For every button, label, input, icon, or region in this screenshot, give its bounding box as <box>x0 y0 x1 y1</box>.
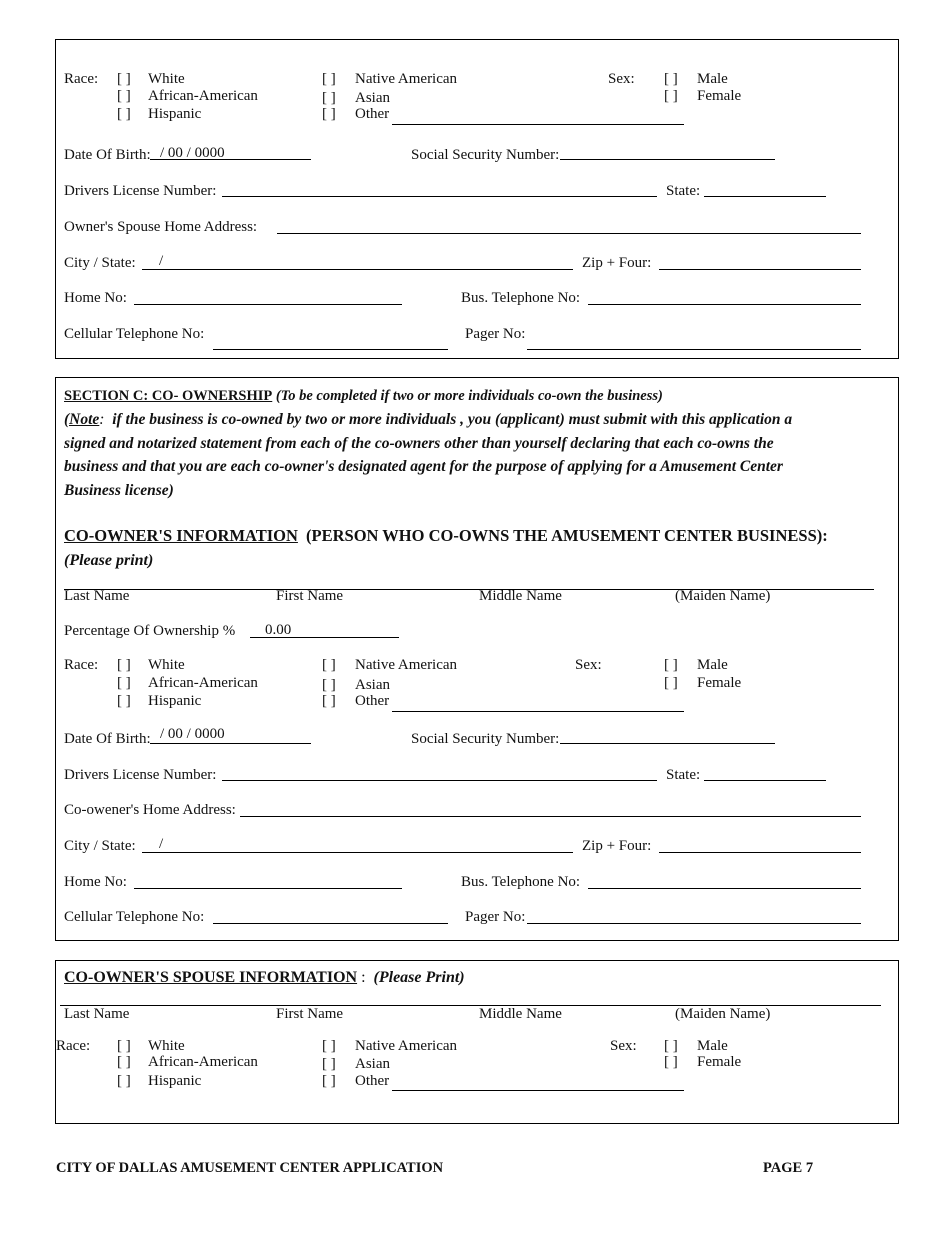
coowner-city-state-label: City / State: <box>64 838 136 854</box>
race-asian: Asian <box>355 90 390 106</box>
coowner-home-label: Home No: <box>64 874 127 890</box>
coowner-checkbox-female[interactable]: [ ] <box>664 675 678 691</box>
coowner-race-african-american: African-American <box>148 675 258 691</box>
ssn-line[interactable] <box>560 159 775 160</box>
coowner-zip-line[interactable] <box>659 852 861 853</box>
cell-label: Cellular Telephone No: <box>64 326 205 342</box>
sex-label: Sex: <box>608 71 635 87</box>
coowner-spouse-race-label: Race: <box>56 1038 91 1054</box>
coowner-spouse-last-name-label: Last Name <box>64 1006 130 1022</box>
coowner-please-print: (Please print) <box>64 552 154 569</box>
checkbox-native-american[interactable]: [ ] <box>322 71 336 87</box>
coowner-race-native-american: Native American <box>355 657 458 673</box>
coowner-home-line[interactable] <box>134 888 402 889</box>
race-white: White <box>148 71 185 87</box>
coowner-cell-line[interactable] <box>213 923 448 924</box>
coowner-spouse-race-other: Other <box>355 1073 390 1089</box>
coowner-spouse-heading-sep: : <box>361 969 366 986</box>
coowner-cell-label: Cellular Telephone No: <box>64 909 205 925</box>
section-c-title-line <box>64 388 663 405</box>
coowner-spouse-middle-name-label: Middle Name <box>479 1006 562 1022</box>
coowner-zip-label: Zip + Four: <box>582 838 652 854</box>
section-c-note <box>64 408 792 502</box>
coowner-race-white: White <box>148 657 185 673</box>
note-line-4: Business license) <box>64 481 174 499</box>
coowner-spouse-race-white: White <box>148 1038 185 1054</box>
coowner-ssn-line[interactable] <box>560 743 775 744</box>
coowner-spouse-checkbox-female[interactable]: [ ] <box>664 1054 678 1070</box>
cell-line[interactable] <box>213 349 448 350</box>
coowner-spouse-checkbox-white[interactable]: [ ] <box>117 1038 131 1054</box>
coowner-bus-phone-label: Bus. Telephone No: <box>461 874 581 890</box>
coowner-spouse-sex-female: Female <box>697 1054 742 1070</box>
coowner-checkbox-asian[interactable]: [ ] <box>322 677 336 693</box>
note-word: (Note <box>64 411 100 428</box>
coowner-spouse-heading-line <box>64 968 465 988</box>
coowner-dob-value[interactable]: / 00 / 0000 <box>160 726 225 742</box>
race-african-american: African-American <box>148 88 258 104</box>
coowner-heading-line <box>64 526 828 546</box>
checkbox-female[interactable]: [ ] <box>664 88 678 104</box>
coowner-spouse-maiden-name-label: (Maiden Name) <box>675 1006 771 1022</box>
coowner-checkbox-hispanic[interactable]: [ ] <box>117 693 131 709</box>
dob-line[interactable] <box>150 159 311 160</box>
coowner-race-other: Other <box>355 693 390 709</box>
note-line-2: signed and notarized statement from each of the co-owners other than yourself declaring that each co-owns the <box>64 434 774 452</box>
coowner-checkbox-male[interactable]: [ ] <box>664 657 678 673</box>
note-line-1 <box>64 408 792 432</box>
sex-female: Female <box>697 88 742 104</box>
coowner-bus-phone-line[interactable] <box>588 888 861 889</box>
address-line[interactable] <box>277 233 861 234</box>
checkbox-white[interactable]: [ ] <box>117 71 131 87</box>
coowner-race-label: Race: <box>64 657 99 673</box>
coowner-sex-label: Sex: <box>575 657 602 673</box>
home-line[interactable] <box>134 304 402 305</box>
coowner-address-label: Co-owener's Home Address: <box>64 802 236 818</box>
city-state-label: City / State: <box>64 255 136 271</box>
coowner-checkbox-african-american[interactable]: [ ] <box>117 675 131 691</box>
coowner-race-asian: Asian <box>355 677 390 693</box>
race-hispanic: Hispanic <box>148 106 202 122</box>
ownership-pct-value[interactable]: 0.00 <box>265 622 292 638</box>
coowner-sex-female: Female <box>697 675 742 691</box>
coowner-city-state-line[interactable] <box>142 852 573 853</box>
coowner-heading-rest: (PERSON WHO CO-OWNS THE AMUSEMENT CENTER BUSINESS): <box>306 526 828 545</box>
coowner-sex-male: Male <box>697 657 728 673</box>
coowner-dl-label: Drivers License Number: <box>64 767 217 783</box>
coowner-spouse-heading: CO-OWNER'S SPOUSE INFORMATION <box>64 969 358 986</box>
note-line-3: business and that you are each co-owner's designated agent for the purpose of applying for a Amusement Center <box>64 458 783 475</box>
dob-label: Date Of Birth: <box>64 147 151 163</box>
footer-title: CITY OF DALLAS AMUSEMENT CENTER APPLICATION <box>56 1160 444 1176</box>
coowner-spouse-checkbox-native-american[interactable]: [ ] <box>322 1038 336 1054</box>
coowner-checkbox-white[interactable]: [ ] <box>117 657 131 673</box>
coowner-maiden-name-label: (Maiden Name) <box>675 588 771 604</box>
coowner-pager-label: Pager No: <box>465 909 526 925</box>
checkbox-male[interactable]: [ ] <box>664 71 678 87</box>
coowner-race-other-line[interactable] <box>392 711 684 712</box>
checkbox-african-american[interactable]: [ ] <box>117 88 131 104</box>
coowner-spouse-checkbox-african-american[interactable]: [ ] <box>117 1054 131 1070</box>
coowner-address-line[interactable] <box>240 816 861 817</box>
home-label: Home No: <box>64 290 127 306</box>
coowner-spouse-sex-male: Male <box>697 1038 728 1054</box>
coowner-checkbox-other[interactable]: [ ] <box>322 693 336 709</box>
checkbox-asian[interactable]: [ ] <box>322 90 336 106</box>
ssn-label: Social Security Number: <box>411 147 560 163</box>
state-label: State: <box>666 183 701 199</box>
coowner-race-hispanic: Hispanic <box>148 693 202 709</box>
section-c-subtitle: (To be completed if two or more individuals co-own the business) <box>275 388 663 404</box>
zip-label: Zip + Four: <box>582 255 652 271</box>
race-other: Other <box>355 106 390 122</box>
coowner-spouse-race-asian: Asian <box>355 1056 390 1072</box>
race-native-american: Native American <box>355 71 458 87</box>
race-label: Race: <box>64 71 99 87</box>
coowner-spouse-checkbox-hispanic[interactable]: [ ] <box>117 1073 131 1089</box>
pager-label: Pager No: <box>465 326 526 342</box>
checkbox-other[interactable]: [ ] <box>322 106 336 122</box>
coowner-spouse-checkbox-other[interactable]: [ ] <box>322 1073 336 1089</box>
coowner-spouse-checkbox-asian[interactable]: [ ] <box>322 1056 336 1072</box>
coowner-checkbox-native-american[interactable]: [ ] <box>322 657 336 673</box>
coowner-spouse-race-hispanic: Hispanic <box>148 1073 202 1089</box>
state-line[interactable] <box>704 196 826 197</box>
pager-line[interactable] <box>527 349 861 350</box>
ownership-pct-line[interactable] <box>250 637 399 638</box>
coowner-spouse-checkbox-male[interactable]: [ ] <box>664 1038 678 1054</box>
note-text-1: if the business is co-owned by two or more individuals , you (applicant) must submit with this application a <box>112 411 793 428</box>
coowner-city-state-value[interactable]: / <box>159 836 164 852</box>
bus-phone-line[interactable] <box>588 304 861 305</box>
coowner-spouse-race-african-american: African-American <box>148 1054 258 1070</box>
city-state-line[interactable] <box>142 269 573 270</box>
race-other-line[interactable] <box>392 124 684 125</box>
coowner-last-name-label: Last Name <box>64 588 130 604</box>
bus-phone-label: Bus. Telephone No: <box>461 290 581 306</box>
coowner-ssn-label: Social Security Number: <box>411 731 560 747</box>
dl-line[interactable] <box>222 196 657 197</box>
ownership-pct-label: Percentage Of Ownership % <box>64 623 236 639</box>
coowner-dl-line[interactable] <box>222 780 657 781</box>
coowner-spouse-race-native-american: Native American <box>355 1038 458 1054</box>
coowner-dob-label: Date Of Birth: <box>64 731 151 747</box>
dl-label: Drivers License Number: <box>64 183 217 199</box>
note-colon: : <box>99 411 105 428</box>
coowner-spouse-sex-label: Sex: <box>610 1038 637 1054</box>
checkbox-hispanic[interactable]: [ ] <box>117 106 131 122</box>
coowner-dob-line[interactable] <box>150 743 311 744</box>
coowner-state-label: State: <box>666 767 701 783</box>
sex-male: Male <box>697 71 728 87</box>
coowner-spouse-race-other-line[interactable] <box>392 1090 684 1091</box>
dob-value[interactable]: / 00 / 0000 <box>160 145 225 161</box>
coowner-spouse-please-print: (Please Print) <box>373 969 465 986</box>
footer-page-number: PAGE 7 <box>763 1160 814 1176</box>
coowner-pager-line[interactable] <box>527 923 861 924</box>
section-c-title: SECTION C: CO- OWNERSHIP <box>64 388 273 404</box>
coowner-heading: CO-OWNER'S INFORMATION <box>64 526 298 545</box>
coowner-state-line[interactable] <box>704 780 826 781</box>
city-state-value[interactable]: / <box>159 253 164 269</box>
address-label: Owner's Spouse Home Address: <box>64 219 258 235</box>
coowner-middle-name-label: Middle Name <box>479 588 562 604</box>
coowner-first-name-label: First Name <box>276 588 344 604</box>
coowner-spouse-first-name-label: First Name <box>276 1006 344 1022</box>
zip-line[interactable] <box>659 269 861 270</box>
